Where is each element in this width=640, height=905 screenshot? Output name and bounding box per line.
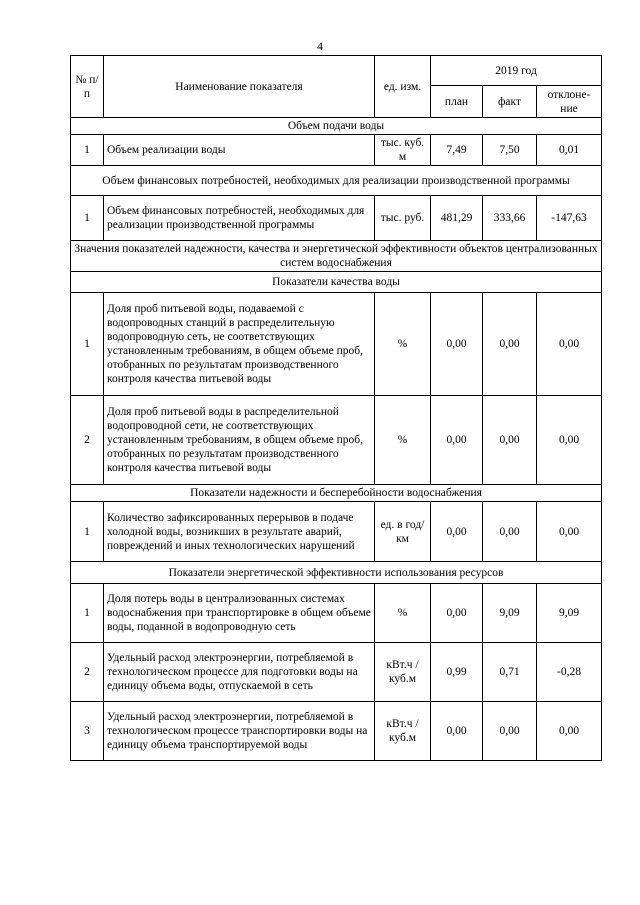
row-num: 1: [71, 584, 104, 643]
row-num: 1: [71, 196, 104, 241]
section-supply-title: Объем подачи воды: [71, 118, 602, 135]
row-plan: 0,00: [431, 396, 483, 485]
row-unit: кВт.ч / куб.м: [375, 643, 431, 702]
row-plan: 7,49: [431, 135, 483, 166]
row-unit: кВт.ч / куб.м: [375, 702, 431, 761]
row-deviation: -147,63: [537, 196, 602, 241]
row-unit: %: [375, 293, 431, 396]
row-fact: 0,00: [483, 396, 537, 485]
row-plan: 481,29: [431, 196, 483, 241]
row-fact: 7,50: [483, 135, 537, 166]
table-row: [71, 584, 602, 643]
row-fact: 0,00: [483, 502, 537, 562]
row-plan: 0,99: [431, 643, 483, 702]
row-plan: 0,00: [431, 584, 483, 643]
row-deviation: 0,00: [537, 293, 602, 396]
header-name: Наименование показателя: [104, 56, 375, 118]
header-year: 2019 год: [431, 56, 602, 86]
row-deviation: 0,00: [537, 702, 602, 761]
row-num: 2: [71, 643, 104, 702]
row-deviation: 0,01: [537, 135, 602, 166]
row-fact: 0,71: [483, 643, 537, 702]
row-name: Доля проб питьевой воды, подаваемой с водопроводных станций в распределительную водопроводную сеть, не соответствующих установленным требованиям, в общем объеме проб, отобранных по результатам производственного контроля качества питьевой воды: [104, 293, 375, 396]
row-deviation: 0,00: [537, 502, 602, 562]
table-row: [71, 396, 602, 485]
row-plan: 0,00: [431, 702, 483, 761]
row-unit: тыс. куб. м: [375, 135, 431, 166]
header-deviation: отклоне-ние: [537, 86, 602, 118]
row-fact: 9,09: [483, 584, 537, 643]
row-num: 1: [71, 293, 104, 396]
section-energy-title: Показатели энергетической эффективности использования ресурсов: [71, 562, 602, 584]
page-number: 4: [317, 39, 323, 53]
row-unit: ед. в год/ км: [375, 502, 431, 562]
table-row: [71, 643, 602, 702]
section-values-title: Значения показателей надежности, качества и энергетической эффективности объектов централизованных систем водоснабжения: [71, 241, 602, 272]
row-unit: %: [375, 396, 431, 485]
table-row: [71, 502, 602, 562]
row-name: Доля проб питьевой воды в распределительной водопроводной сети, не соответствующих установленным требованиям, в общем объеме проб, отобранных по результатам производственного контроля качества питьевой воды: [104, 396, 375, 485]
header-plan: план: [431, 86, 483, 118]
table-row: [71, 135, 602, 166]
row-plan: 0,00: [431, 293, 483, 396]
row-unit: тыс. руб.: [375, 196, 431, 241]
row-fact: 333,66: [483, 196, 537, 241]
row-deviation: 0,00: [537, 396, 602, 485]
row-deviation: 9,09: [537, 584, 602, 643]
table-row: [71, 293, 602, 396]
section-finance-title: Объем финансовых потребностей, необходимых для реализации производственной программы: [71, 166, 602, 196]
row-name: Объем финансовых потребностей, необходимых для реализации производственной программы: [104, 196, 375, 241]
section-quality-title: Показатели качества воды: [71, 272, 602, 293]
header-row: [71, 56, 602, 86]
header-unit: ед. изм.: [375, 56, 431, 118]
header-fact: факт: [483, 86, 537, 118]
header-num: № п/п: [71, 56, 104, 118]
table-row: [71, 702, 602, 761]
row-name: Удельный расход электроэнергии, потребляемой в технологическом процессе для подготовки воды на единицу объема воды, отпускаемой в сеть: [104, 643, 375, 702]
row-deviation: -0,28: [537, 643, 602, 702]
row-fact: 0,00: [483, 702, 537, 761]
row-num: 3: [71, 702, 104, 761]
row-fact: 0,00: [483, 293, 537, 396]
row-num: 1: [71, 502, 104, 562]
section-reliability-title: Показатели надежности и бесперебойности водоснабжения: [71, 485, 602, 502]
row-name: Доля потерь воды в централизованных системах водоснабжения при транспортировке в общем объеме воды, поданной в водопроводную сеть: [104, 584, 375, 643]
row-plan: 0,00: [431, 502, 483, 562]
indicators-table: [70, 55, 602, 761]
row-num: 2: [71, 396, 104, 485]
table-row: [71, 196, 602, 241]
row-unit: %: [375, 584, 431, 643]
row-name: Количество зафиксированных перерывов в подаче холодной воды, возникших в результате аварий, повреждений и иных технологических нарушений: [104, 502, 375, 562]
row-num: 1: [71, 135, 104, 166]
row-name: Удельный расход электроэнергии, потребляемой в технологическом процессе транспортировки воды на единицу объема транспортируемой воды: [104, 702, 375, 761]
row-name: Объем реализации воды: [104, 135, 375, 166]
